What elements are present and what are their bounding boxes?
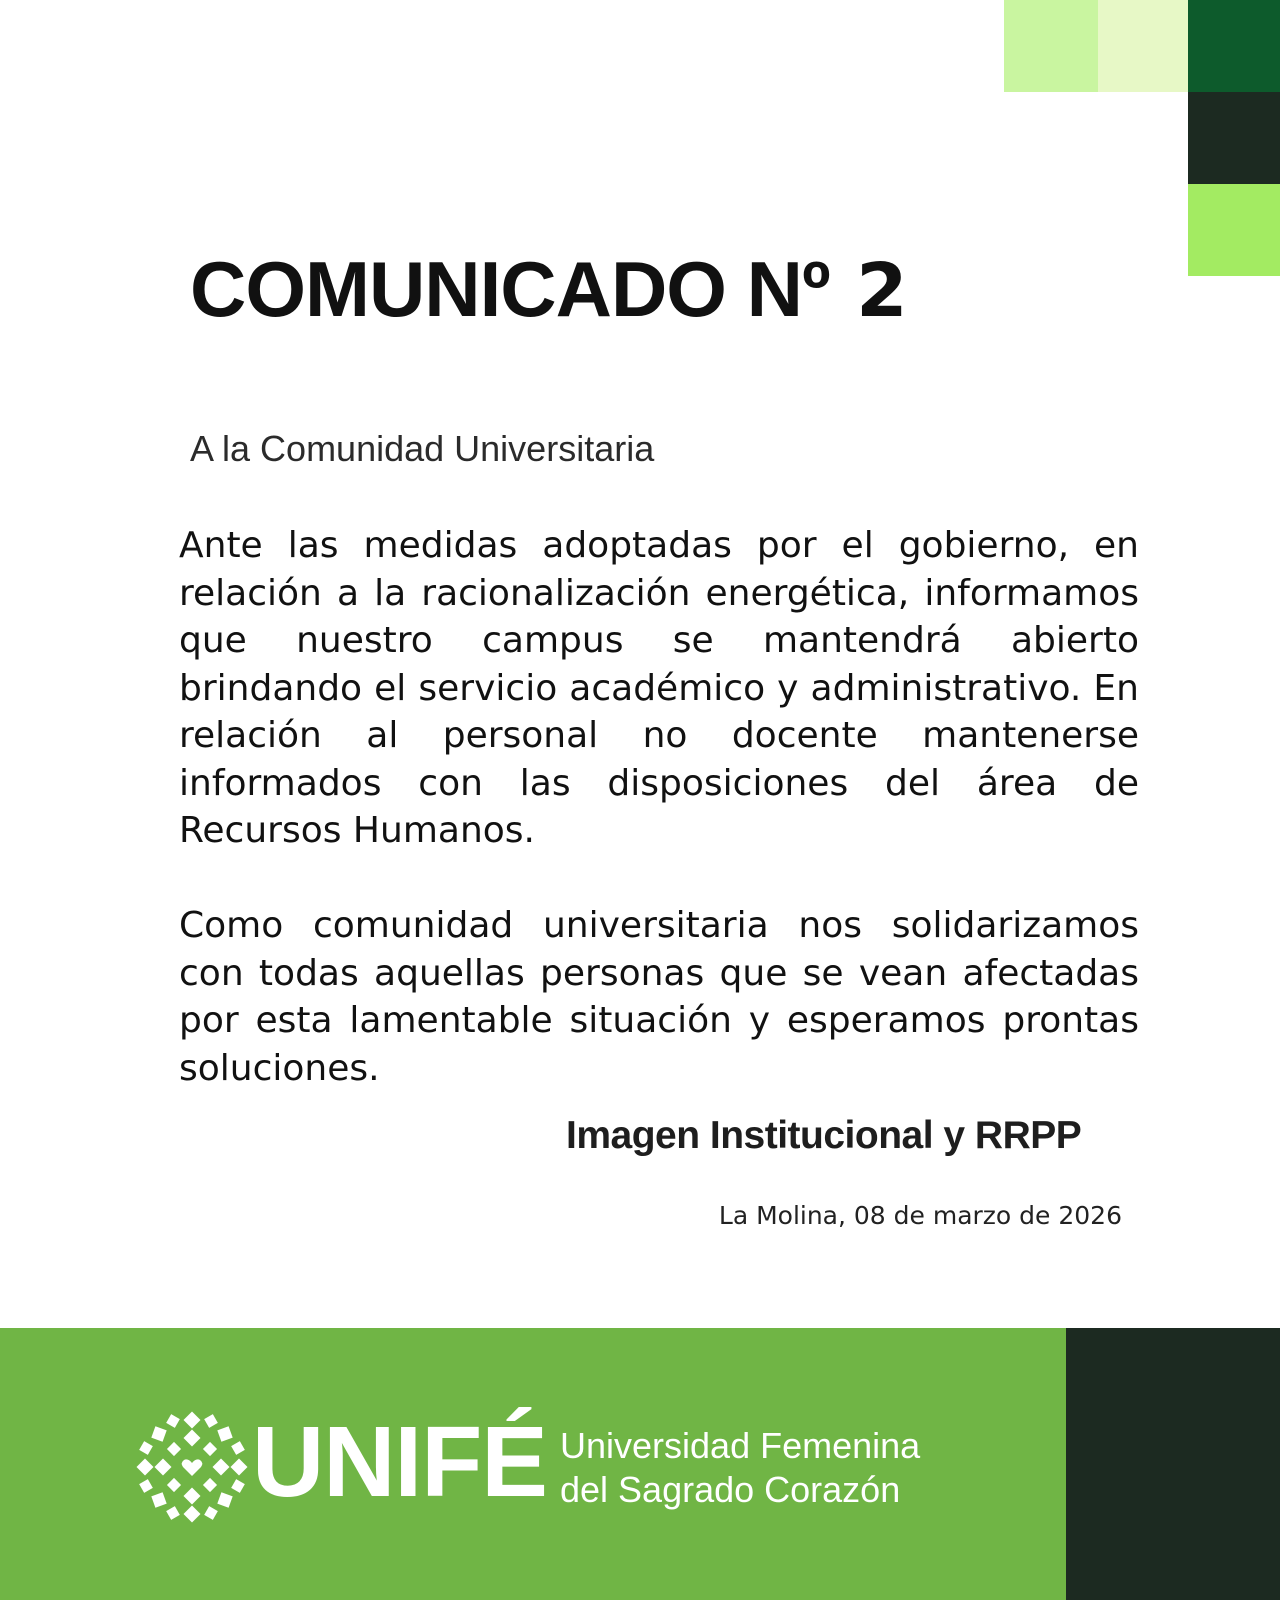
signature: Imagen Institucional y RRPP	[566, 1114, 1082, 1157]
university-name-line-2: del Sagrado Corazón	[560, 1469, 901, 1510]
date-line: La Molina, 08 de marzo de 2026	[718, 1201, 1122, 1230]
deco-square-pale	[1098, 0, 1188, 92]
page-title	[190, 244, 907, 335]
university-name-line-1: Universidad Femenina	[560, 1425, 921, 1466]
deco-square-forest	[1188, 0, 1280, 92]
title-number: 2	[856, 248, 907, 334]
title-word: COMUNICADO	[190, 245, 726, 333]
flower-mandala-icon	[135, 1410, 249, 1524]
body-paragraph-2: Como comunidad universitaria nos solidarizamos con todas aquellas personas que se vean afectadas por esta lamentable situación y esperamos prontas soluciones.	[179, 905, 1139, 1089]
deco-square-dark	[1188, 92, 1280, 184]
title-number-symbol: Nº	[746, 245, 830, 333]
logo-wordmark: UNIFÉ	[252, 1406, 547, 1518]
footer-dark-block	[1066, 1328, 1280, 1600]
university-name	[560, 1424, 920, 1512]
deco-square-lime	[1188, 184, 1280, 276]
recipient-line: A la Comunidad Universitaria	[190, 428, 655, 469]
body-paragraph-1: Ante las medidas adoptadas por el gobierno, en relación a la racionalización energética, informamos que nuestro campus se mantendrá abierto brindando el servicio académico y administrativo. En relación al personal no docente mantenerse informados con las disposiciones del área de Recursos Humanos.	[179, 525, 1139, 851]
deco-square-light	[1004, 0, 1098, 92]
